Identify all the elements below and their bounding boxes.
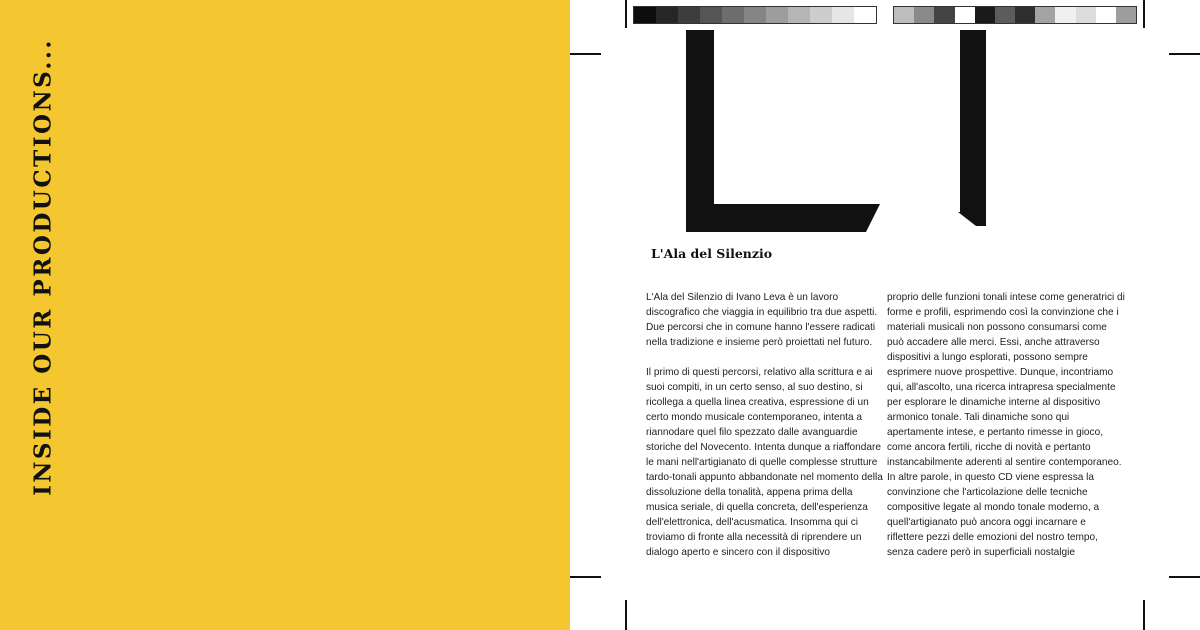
column-1-paragraph-1: L'Ala del Silenzio di Ivano Leva è un lavoro discografico che viaggia in equilibrio tra due aspetti. Due percorsi che in comune hanno l'essere radicati nella tradizione e insieme però proiettati nel futuro. bbox=[646, 292, 878, 348]
letter-t-graphic bbox=[955, 0, 995, 240]
crop-mark-bottom-right-vertical bbox=[1143, 600, 1145, 630]
column-2-paragraph-1: proprio delle funzioni tonali intese come generatrici di forme e profili, esprimendo così la convinzione che i materiali musicali non possono consumarsi come può accadere alle merci. Essi, anche attraverso dispositivi a lungo esplorati, possono sempre esprimere nuove prospettive. Dunque, incontriamo qui, all'ascolto, una ricerca intrapresa specialmente per esplorare le dinamiche interne al dispositivo armonico tonale. Tali dinamiche sono qui apertamente intese, e pertanto rimesse in gioco, come ancora fertili, ricche di novità e pertanto instancabilmente aderenti al sentire contemporaneo. bbox=[887, 292, 1125, 468]
article-column-1 bbox=[646, 290, 884, 560]
letter-l-shape bbox=[686, 30, 880, 232]
color-calibration-bar-right bbox=[893, 6, 1137, 24]
calibration-swatch bbox=[1096, 7, 1116, 23]
calibration-swatch bbox=[995, 7, 1015, 23]
calibration-swatch bbox=[1035, 7, 1055, 23]
column-1-paragraph-2: Il primo di questi percorsi, relativo alla scrittura e ai suoi compiti, in un certo senso, al suo destino, si ricollega a quella linea creativa, espressione di un certo mondo musicale contemporaneo, intenta a riannodare quel filo spezzato dalle avanguardie storiche del Novecento. Intenta dunque a riaffondare le mani nell'artigianato di quelle complesse strutture tardo-tonali appunto abbandonate nel momento della dissoluzione della tonalità, appena prima della musica seriale, di quella concreta, dell'esperienza dell'elettronica, dell'acusmatica. Insomma qui ci troviamo di fronte alla necessità di riprendere un dialogo aperto e sincero con il dispositivo bbox=[646, 367, 883, 558]
crop-mark-bottom-left-horizontal bbox=[570, 576, 601, 578]
crop-mark-top-left-horizontal bbox=[570, 53, 601, 55]
calibration-swatch bbox=[1076, 7, 1096, 23]
crop-mark-bottom-right-horizontal bbox=[1169, 576, 1200, 578]
calibration-swatch bbox=[934, 7, 954, 23]
crop-mark-top-right-horizontal bbox=[1169, 53, 1200, 55]
article-title: L'Ala del Silenzio bbox=[651, 246, 773, 261]
panel-title: INSIDE OUR PRODUCTIONS... bbox=[29, 38, 57, 496]
crop-mark-bottom-left-vertical bbox=[625, 600, 627, 630]
drop-letters-graphic bbox=[600, 0, 920, 240]
article-column-2 bbox=[887, 290, 1125, 560]
column-2-paragraph-2: In altre parole, in questo CD viene espressa la convinzione che l'articolazione delle tecniche compositive legate al mondo tonale moderno, a quell'artigianato può ancora oggi incarnare e riflettere pezzi delle emozioni del nostro tempo, senza cadere però in superficiali nostalgie bbox=[887, 472, 1100, 558]
crop-mark-top-right-vertical bbox=[1143, 0, 1145, 28]
calibration-swatch bbox=[1055, 7, 1075, 23]
promo-panel bbox=[0, 0, 570, 630]
letter-t-stem bbox=[958, 30, 986, 226]
calibration-swatch bbox=[1015, 7, 1035, 23]
calibration-swatch bbox=[1116, 7, 1136, 23]
